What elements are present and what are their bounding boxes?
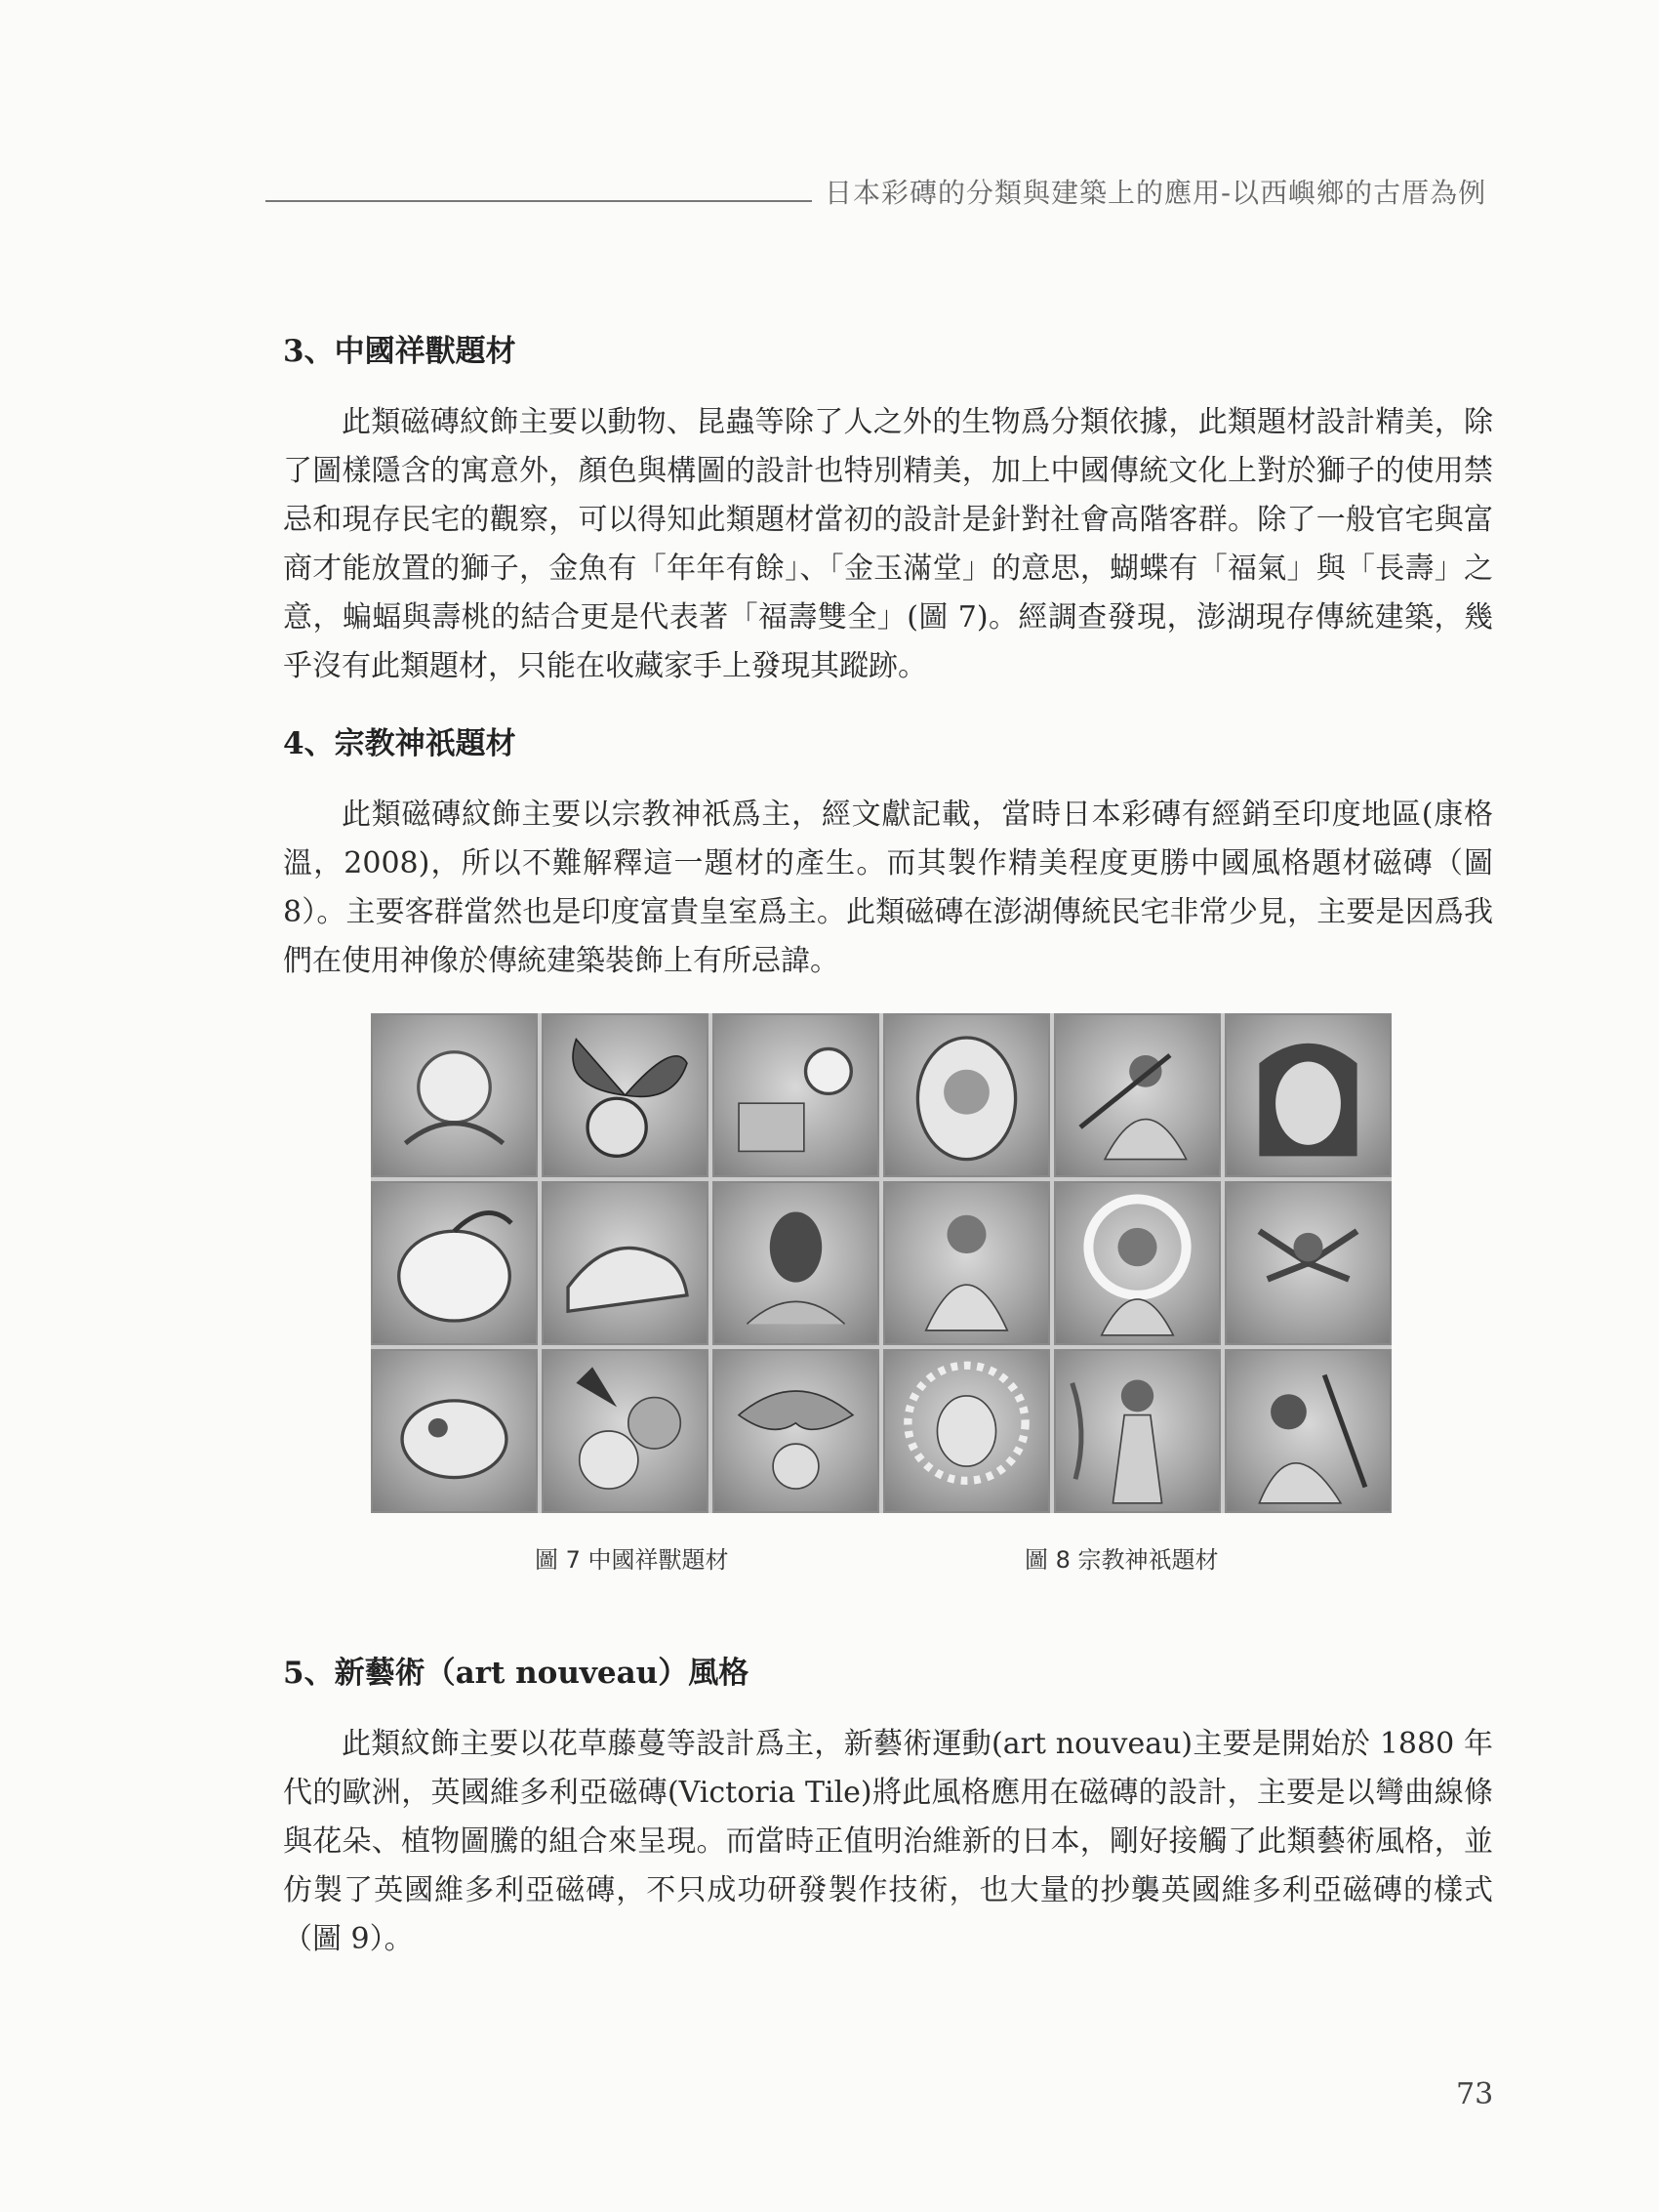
running-header: 日本彩磚的分類與建築上的應用-以西嶼鄉的古厝為例 [825, 177, 1487, 209]
peach-tile [371, 1181, 538, 1345]
horse-tile [542, 1181, 708, 1345]
krishna-tile [1054, 1349, 1221, 1513]
radiant-deity-tile [1054, 1181, 1221, 1345]
section-heading: 5、新藝術（art nouveau）風格 [283, 1656, 749, 1691]
butterfly-tile [542, 1013, 708, 1177]
page-number: 73 [1456, 2077, 1494, 2111]
bat-peach-tile [542, 1349, 708, 1513]
dragon-peony-tile [712, 1349, 879, 1513]
halo-deity-tile [883, 1349, 1050, 1513]
section-4 [283, 722, 1493, 986]
header-rule [265, 200, 812, 202]
lion-rock-tile [371, 1349, 538, 1513]
section-paragraph: 此類紋飾主要以花草藤蔓等設計爲主，新藝術運動(art nouveau)主要是開始於 1880 年代的歐洲，英國維多利亞磁磚(Victoria Tile)將此風格應用在磁磚的設計，主要是以彎曲線條與花朵、植物圖騰的組合來呈現。而當時正值明治維新的日本，剛好接觸了此類藝術風格，並仿製了英國維多利亞磁磚，不只成功研發製作技術，也大量的抄襲英國維多利亞磁磚的樣式（圖 9）。 [283, 1727, 1493, 1956]
section-5 [283, 1652, 1493, 1964]
deity-portrait-tile [883, 1013, 1050, 1177]
lion-tile [371, 1013, 538, 1177]
section-paragraph: 此類磁磚紋飾主要以動物、昆蟲等除了人之外的生物爲分類依據，此類題材設計精美，除了圖樣隱含的寓意外，顏色與構圖的設計也特別精美，加上中國傳統文化上對於獅子的使用禁忌和現存民宅的觀察，可以得知此類題材當初的設計是針對社會高階客群。除了一般官宅與富商才能放置的獅子，金魚有「年年有餘」、「金玉滿堂」的意思，蝴蝶有「福氣」與「長壽」之意，蝙蝠與壽桃的結合更是代表著「福壽雙全」(圖 7)。經調查發現，澎湖現存傳統建築，幾乎沒有此類題材，只能在收藏家手上發現其蹤跡。 [283, 405, 1493, 683]
sitar-goddess-tile [1054, 1013, 1221, 1177]
section-heading: 4、宗教神祇題材 [283, 726, 516, 761]
section-3 [283, 330, 1493, 691]
lotus-goddess-tile [883, 1181, 1050, 1345]
figure-8-caption: 圖 8 宗教神祇題材 [1025, 1546, 1219, 1574]
multi-arm-deity-tile [1225, 1181, 1392, 1345]
figure-7-caption: 圖 7 中國祥獸題材 [535, 1546, 729, 1574]
lion-peony-tile [712, 1013, 879, 1177]
tile-figure-grid [371, 1013, 1392, 1513]
ganesha-tile [1225, 1013, 1392, 1177]
section-paragraph: 此類磁磚紋飾主要以宗教神祇爲主，經文獻記載，當時日本彩磚有經銷至印度地區(康格溫，2008)，所以不難解釋這一題材的產生。而其製作精美程度更勝中國風格題材磁磚（圖 8）。主要客群當然也是印度富貴皇室爲主。此類磁磚在澎湖傳統民宅非常少見，主要是因爲我們在使用神像於傳統建築裝飾上有所忌諱。 [283, 798, 1493, 978]
goldfish-tile [712, 1181, 879, 1345]
section-heading: 3、中國祥獸題材 [283, 334, 516, 369]
veena-goddess-tile [1225, 1349, 1392, 1513]
